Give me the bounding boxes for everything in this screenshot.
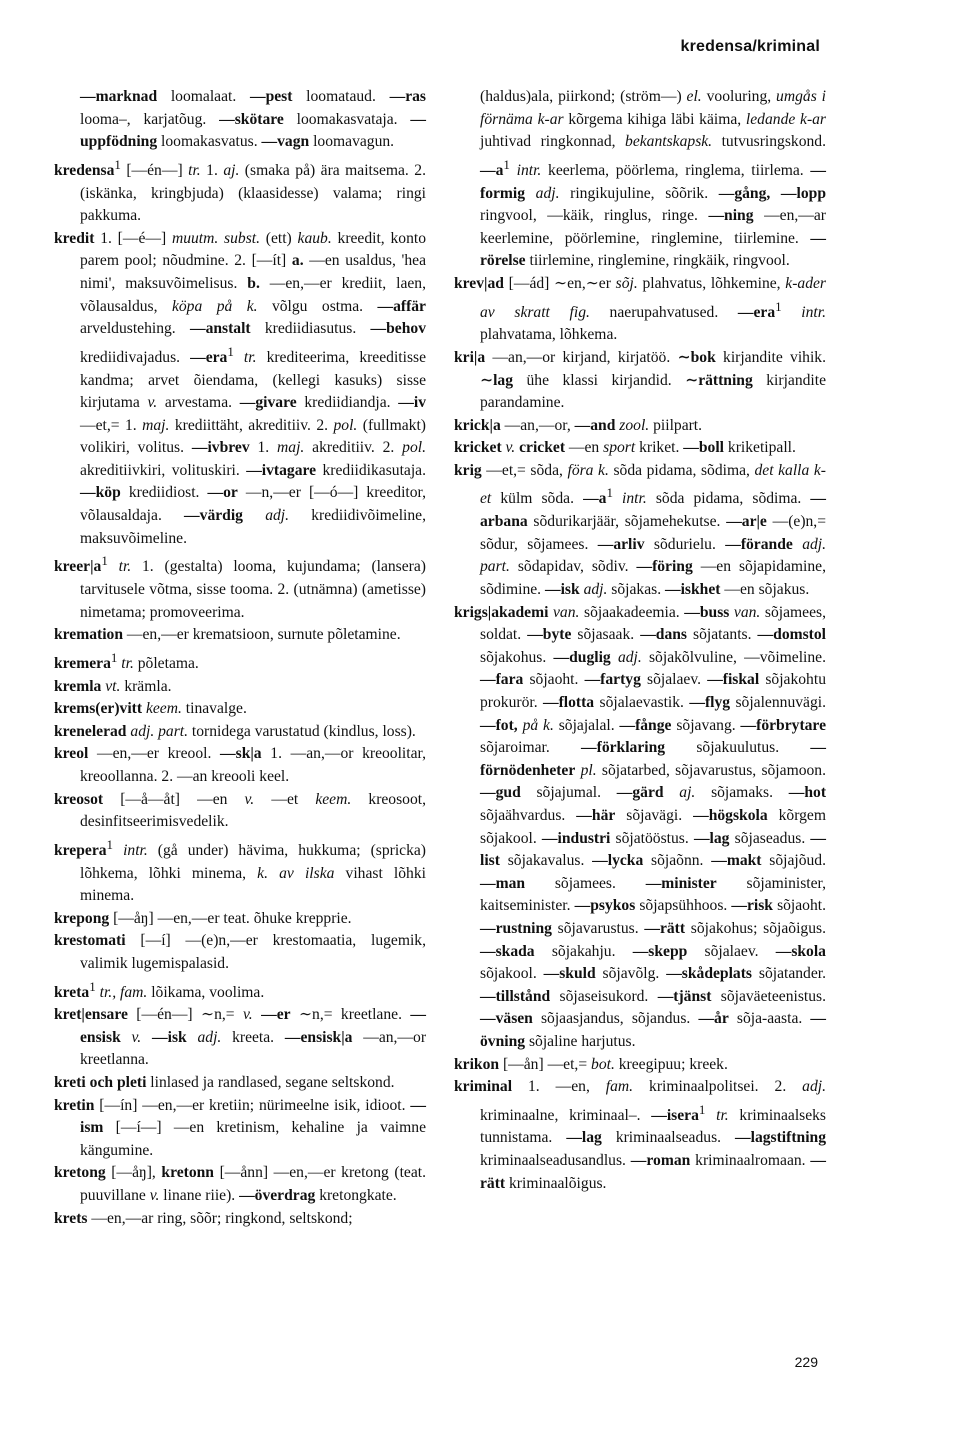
entry-krepera: krepera$^1$ intr. (gå under) hävima, hukkuma; (spricka) lõhkema, lõhki minema, k. av ilska vihast lõhki minema.: [54, 836, 426, 905]
entry-kreosot: kreosot [—å—åt] —en v. —et keem. kreosoot, desinfitseerimisvedelik.: [54, 790, 426, 831]
entry-kremservitt: krems(er)vitt keem. tinavalge.: [54, 700, 247, 718]
entry-kricka: krick|a —an,—or, —and zool. piilpart.: [454, 416, 703, 434]
entry-kretong: kretong [—åŋ], kretonn [—ånn] —en,—er kretong (teat. puuvillane v. linane riie). —överdrag kretongkate.: [54, 1164, 426, 1205]
entry-kricket: kricket v. cricket —en sport kriket. —boll kriketipall.: [454, 439, 796, 457]
entry-kreol: kreol —en,—er kreool. —sk|a 1. —an,—or kreoolitar, kreoollanna. 2. —an kreooli keel.: [54, 745, 426, 785]
entry-kretensare: kret|ensare [—én—] ∼n,= v. —er ∼n,= kreetlane. —ensisk v. —isk adj. kreeta. —ensisk|a —an,—or kreetlanna.: [54, 1006, 427, 1069]
entry-krestomati: krestomati [—í] —(e)n,—er krestomaatia, lugemik, valimik lugemispalasid.: [54, 932, 426, 972]
entry-krenelerad: krenelerad adj. part. tornidega varustatud (kindlus, loss).: [54, 722, 416, 740]
entry-kredit: kredit 1. [—é—] muutm. subst. (ett) kaub. kreedit, konto parem pool; nõudmine. 2. [—ít] a. —en usaldus, 'hea nimi', maksuvõimelisus. b. —en,—er krediit, laen, võlausaldus, köpa på k. võlgu ostma. —affär arveldustehing. —anstalt krediidiasutus. —behov krediidivajadus. —era$^1$ tr. krediteerima, kreeditisse kandma; arvet õiendama, (kellegi kasuks) sisse kirjutama v. arvestama. —givare krediidiandja. —iv —et,= 1. maj. krediittäht, akreditiiv. 2. pol. (fullmakt) volikiri, volitus. —ivbrev 1. maj. akreditiiv. 2. pol. akreditiivkiri, volituskiri. —ivtagare krediidikasutaja. —köp krediidiost. —or —n,—er [—ó—] kreeditor, võlausaldaja. —värdig adj. krediidivõimeline, maksuvõimeline.: [54, 229, 427, 547]
entry-kremla: kremla vt. krämla.: [54, 677, 172, 695]
entry-marknad-continuation: —marknad loomalaat. —pest loomataud. —ras looma–, karjatõug. —skötare loomakasvataja. —uppfödning loomakasvatus. —vagn loomavagun.: [80, 88, 426, 151]
entry-kriminal: kriminal 1. —en, fam. kriminaalpolitsei. 2. adj. kriminaalne, kriminaal–. —isera$^1$ tr. kriminaalseks tunnistama. —lag kriminaalseadus. —lagstiftning kriminaalseadusandlus. —roman kriminaalromaan. —rätt kriminaalõigus.: [454, 1078, 827, 1192]
entry-krigsakademi: krigs|akademi van. sõjaakadeemia. —buss van. sõjamees, soldat. —byte sõjasaak. —dans sõjatants. —domstol sõjakohus. —duglig adj. sõjakõlvuline, —võimeline. —fara sõjaoht. —fartyg sõjalaev. —fiskal sõjakohtu prokurör. —flotta sõjalaevastik. —flyg sõjalennuvägi. —fot, på k. sõjajalal. —fånge sõjavang. —förbrytare sõjaroimar. —förklaring sõjakuulutus. —förnödenheter pl. sõjatarbed, sõjavarustus, sõjamoon. —gud sõjajumal. —gärd aj. sõjamaks. —hot sõjaähvardus. —här sõjavägi. —högskola kõrgem sõjakool. —industri sõjatööstus. —lag sõjaseadus. —list sõjakavalus. —lycka sõjaõnn. —makt sõjajõud. —man sõjamees. —minister sõjaminister, kaitseminister. —psykos sõjapsühhoos. —risk sõjaoht. —rustning sõjavarustus. —rätt sõjakohus; sõjaõigus. —skada sõjakahju. —skepp sõjalaev. —skola sõjakool. —skuld sõjavõlg. —skådeplats sõjatander. —tillstånd sõjaseisukord. —tjänst sõjaväeteenistus. —väsen sõjaasjandus, sõjandus. —år sõja-aasta. —övning sõjaline harjutus.: [454, 603, 827, 1050]
entry-kremera: kremera$^1$ tr. põletama.: [54, 649, 199, 672]
entry-kria: kri|a —an,—or kirjand, kirjatöö. ∼bok kirjandite vihik. ∼lag ühe klassi kirjandid. ∼rättning kirjandite parandamine.: [454, 348, 827, 412]
entry-krig: krig —et,= sõda, föra k. sõda pidama, sõdima, det kalla k-et külm sõda. $—a^1$ intr. sõda pidama, sõdima. —arbana sõdurikarjäär, sõjamehekutse. —ar|e —(e)n,= sõdur, sõjamees. —arliv sõdurielu. —förande adj. part. sõdapidav, sõdiv. —föring —en sõjapidamine, sõdimine. —isk adj. sõjakas. —iskhet —en sõjakus.: [454, 461, 827, 599]
entry-krepong: krepong [—åŋ] —en,—er teat. õhuke krepprie.: [54, 909, 352, 927]
running-head: kredensa/kriminal: [680, 38, 820, 55]
page-number: 229: [794, 1354, 818, 1370]
entry-kreti-och-pleti: kreti och pleti linlased ja randlased, segane seltskond.: [54, 1074, 395, 1092]
entry-krets: krets —en,—ar ring, sõõr; ringkond, seltskond;: [54, 1209, 353, 1227]
entry-krets-continuation: (haldus)ala, piirkond; (ström—) el. vooluring, umgås i förnäma k-ar kõrgema kihiga läbi käima, ledande k-ar juhtivad ringkonnad, bekantskapsk. tutvusringskond. $—a^1$ intr. keerlema, pöörlema, ringlema, tiirlema. —formig adj. ringikujuline, sõõrik. —gång, —lopp ringvool, —käik, ringlus, ringe. —ning —en,—ar keerlemine, pöörlemine, ringlemine, tiirlemine. —rörelse tiirlemine, ringlemine, ringkäik, ringvool.: [480, 88, 827, 270]
left-column: [54, 86, 426, 1230]
entry-krikon: krikon [—ån] —et,= bot. kreegipuu; kreek.: [454, 1055, 728, 1073]
entry-kreera: $kreer|a^1$ tr. 1. (gestalta) looma, kujundama; (lansera) tarvitusele võtma, sisse tooma. 2. (utnämna) (ametisse) nimetama; promoveerima.: [54, 553, 426, 621]
entry-kreta: kreta$^1$ tr., fam. lõikama, voolima.: [54, 978, 265, 1001]
right-column: [454, 86, 826, 1195]
entry-kretin: kretin [—ín] —en,—er kretiin; nürimeelne isik, idioot. —ism [—í—] —en kretinism, kehaline ja vaimne kängumine.: [54, 1096, 426, 1159]
entry-kremation: kremation —en,—er krematsioon, surnute põletamine.: [54, 626, 401, 644]
entry-krevad: krev|ad [—ád] ∼en,∼er sõj. plahvatus, lõhkemine, k-ader av skratt fig. naerupahvatused. —era$^1$ intr. plahvatama, lõhkema.: [454, 274, 826, 344]
entry-kredensa: kredensa$^1$ [—én—] tr. 1. aj. (smaka på) ära maitsema. 2. (iskänka, kringbjuda) (klaasidesse) valama; ringi pakkuma.: [54, 156, 426, 225]
